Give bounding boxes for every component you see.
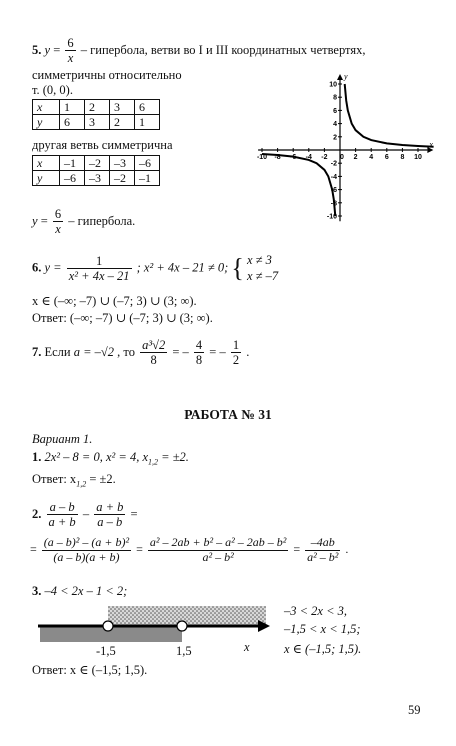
y-axis-arrow — [337, 74, 343, 80]
fraction-denominator: x — [55, 222, 61, 237]
hyperbola-graph — [248, 72, 433, 222]
problem-5-line — [32, 36, 365, 66]
number-line — [38, 600, 273, 660]
then-text: , то — [117, 344, 135, 359]
answer-text: Ответ: x — [32, 472, 77, 486]
fraction-denominator: a – b — [97, 515, 123, 530]
table-cell: 1 — [135, 115, 160, 130]
table-cell: y — [33, 115, 60, 130]
label-x: x — [244, 640, 250, 654]
subscript: 1,2 — [148, 457, 159, 467]
var-y: y — [32, 213, 38, 228]
task-1-number: 1. — [32, 450, 42, 464]
condition: a = –√2 — [73, 344, 115, 359]
table-cell: 3 — [85, 115, 110, 130]
if-text: Если — [44, 344, 71, 359]
end-dot: . — [246, 344, 250, 359]
x-tick-label: -8 — [274, 154, 281, 161]
y-tick-label: -6 — [330, 187, 337, 195]
task-1-answer — [32, 472, 116, 489]
table-cell: –6 — [60, 171, 85, 186]
fraction-denominator: 8 — [195, 353, 203, 368]
x-tick-label: -4 — [305, 154, 312, 161]
fraction-numerator: 6 — [54, 207, 62, 221]
var-y: y — [44, 42, 51, 57]
fraction-numerator: a – b — [47, 500, 78, 515]
table-cell: x — [33, 100, 60, 115]
table-cell: –3 — [85, 171, 110, 186]
task-3-step-1: –3 < 2x < 3, — [284, 604, 348, 618]
problem-5-number: 5. — [32, 42, 42, 57]
task-2-number: 2. — [32, 506, 42, 521]
problem-6-number: 6. — [32, 260, 42, 275]
fraction-denominator: (a – b)(a + b) — [53, 549, 120, 564]
values-table-2 — [32, 155, 160, 186]
x-axis-label: x — [429, 140, 433, 149]
fraction-numerator: –4ab — [305, 536, 340, 551]
table-cell: 1 — [60, 100, 85, 115]
label-1-5: 1,5 — [176, 644, 192, 658]
region-upper-shade — [108, 606, 266, 626]
answer-end: = ±2. — [86, 472, 116, 486]
equals: = — [53, 42, 61, 57]
task-1-line — [32, 450, 189, 467]
fraction-numerator: a² – 2ab + b² – a² – 2ab – b² — [149, 535, 287, 549]
y-tick-label: -10 — [326, 213, 337, 221]
y-tick-label: 8 — [333, 94, 337, 102]
problem-7-number: 7. — [32, 344, 42, 359]
table-cell: 2 — [85, 100, 110, 115]
fraction-2 — [194, 338, 204, 368]
fraction-denominator: x² + 4x – 21 — [68, 269, 130, 284]
task-3-inequality: –4 < 2x – 1 < 2; — [44, 584, 128, 598]
task-1-end: = ±2. — [158, 450, 189, 464]
table-cell: 3 — [110, 100, 135, 115]
fraction-a — [47, 500, 78, 530]
fraction-b — [94, 500, 125, 530]
x-tick-label: 10 — [414, 154, 422, 161]
equals: = — [136, 542, 143, 557]
system-line-1: x ≠ 3 — [246, 253, 272, 267]
symmetry-text-1: симметричны относительно — [32, 68, 182, 82]
minus: – — [82, 506, 90, 521]
problem-5-text: – гипербола, ветви во I и III координатных четвертях, — [80, 42, 366, 57]
y-tick-label: -4 — [330, 173, 337, 181]
task-1-equation: 2x² – 8 = 0, x² = 4, x — [44, 450, 149, 464]
fraction-g3 — [305, 536, 340, 565]
fraction-numerator: a³√2 — [142, 338, 166, 352]
fraction-3 — [231, 338, 241, 368]
y-axis-label: y — [344, 72, 348, 82]
system — [247, 253, 278, 284]
variant-label: Вариант 1. — [32, 432, 93, 446]
table-cell: –2 — [110, 171, 135, 186]
fraction-1 — [140, 338, 167, 368]
fraction-6-over-x — [53, 207, 63, 237]
fraction-numerator: a + b — [96, 500, 124, 514]
y-tick-label: 10 — [329, 81, 337, 89]
symmetry-text-2: т. (0, 0). — [32, 83, 73, 97]
table-row — [33, 156, 160, 171]
task-3-step-3: x ∈ (–1,5; 1,5). — [284, 642, 362, 656]
table-cell: –1 — [60, 156, 85, 171]
values-table-1 — [32, 99, 160, 130]
table-cell: 6 — [60, 115, 85, 130]
fraction-numerator: 1 — [67, 254, 132, 269]
work-title: РАБОТА № 31 — [184, 407, 272, 422]
end-dot: . — [345, 542, 349, 557]
table-cell: –1 — [135, 171, 160, 186]
fraction-denominator: x — [67, 51, 74, 66]
problem-6-line — [32, 253, 278, 284]
equals: = — [30, 542, 37, 557]
y-tick-label: -8 — [330, 200, 337, 208]
domain-line: x ∈ (–∞; –7) ∪ (–7; 3) ∪ (3; ∞). — [32, 294, 197, 308]
other-branch-text: другая ветвь симметрична — [32, 138, 173, 152]
x-tick-label: -2 — [321, 154, 328, 161]
fraction-1-over-quadratic — [67, 254, 132, 284]
x-tick-label: -10 — [256, 154, 268, 161]
equals-minus: = – — [209, 344, 226, 359]
lhs: y = — [44, 260, 62, 275]
conclusion-line — [32, 207, 135, 237]
table-cell: 6 — [135, 100, 160, 115]
label-minus-1-5: -1,5 — [96, 644, 116, 658]
x-tick-label: 2 — [353, 154, 358, 161]
x-tick-label: 8 — [400, 154, 405, 161]
table-row — [33, 115, 160, 130]
equals: = — [40, 213, 48, 228]
x-tick-label: 6 — [384, 154, 389, 161]
subscript: 1,2 — [76, 479, 87, 489]
fraction-numerator: (a – b)² – (a + b)² — [43, 535, 130, 549]
problem-6-answer: Ответ: (–∞; –7) ∪ (–7; 3) ∪ (3; ∞). — [32, 311, 213, 325]
task-2-expansion — [30, 536, 348, 565]
task-2-line — [32, 500, 138, 530]
fraction-g1 — [42, 536, 131, 565]
equals-minus: = – — [172, 344, 189, 359]
task-3-step-2: –1,5 < x < 1,5; — [284, 622, 361, 636]
fraction-numerator: 6 — [67, 36, 74, 50]
fraction-denominator: a² – b² — [202, 549, 234, 564]
condition: ; x² + 4x – 21 ≠ 0; — [136, 260, 229, 275]
task-3-line — [32, 584, 127, 599]
table-cell: y — [33, 171, 60, 186]
conclusion-text: – гипербола. — [68, 213, 136, 228]
table-cell: x — [33, 156, 60, 171]
y-tick-label: 6 — [333, 107, 337, 115]
page-number: 59 — [408, 703, 421, 717]
fraction-denominator: 2 — [232, 353, 240, 368]
fraction-denominator: 8 — [150, 353, 157, 368]
table-cell: –3 — [110, 156, 135, 171]
open-point-right — [177, 621, 187, 631]
fraction-denominator: a² – b² — [307, 549, 339, 564]
x-tick-label: -6 — [290, 154, 297, 161]
task-3-answer: Ответ: x ∈ (–1,5; 1,5). — [32, 663, 148, 677]
fraction-numerator: 4 — [195, 338, 203, 352]
fraction-g2 — [148, 536, 289, 565]
equals: = — [293, 542, 301, 557]
table-cell: 2 — [110, 115, 135, 130]
y-tick-label: 4 — [333, 121, 337, 129]
y-tick-label: 2 — [333, 134, 337, 142]
task-3-number: 3. — [32, 584, 42, 598]
open-point-left — [103, 621, 113, 631]
x-tick-label: 0 — [340, 154, 344, 161]
y-tick-label: -2 — [330, 160, 337, 168]
system-line-2: x ≠ –7 — [246, 268, 279, 283]
system-brace: { — [231, 253, 244, 283]
table-cell: –2 — [85, 156, 110, 171]
fraction-6-over-x — [65, 36, 75, 66]
fraction-numerator: 1 — [232, 338, 240, 352]
table-cell: –6 — [135, 156, 160, 171]
hyperbola-branch-1 — [345, 84, 434, 147]
problem-7-line — [32, 338, 249, 368]
equals: = — [130, 506, 138, 521]
hyperbola-branch-2 — [262, 154, 335, 216]
table-row — [33, 171, 160, 186]
x-tick-label: 4 — [369, 154, 374, 161]
table-row — [33, 100, 160, 115]
fraction-denominator: a + b — [48, 515, 76, 530]
